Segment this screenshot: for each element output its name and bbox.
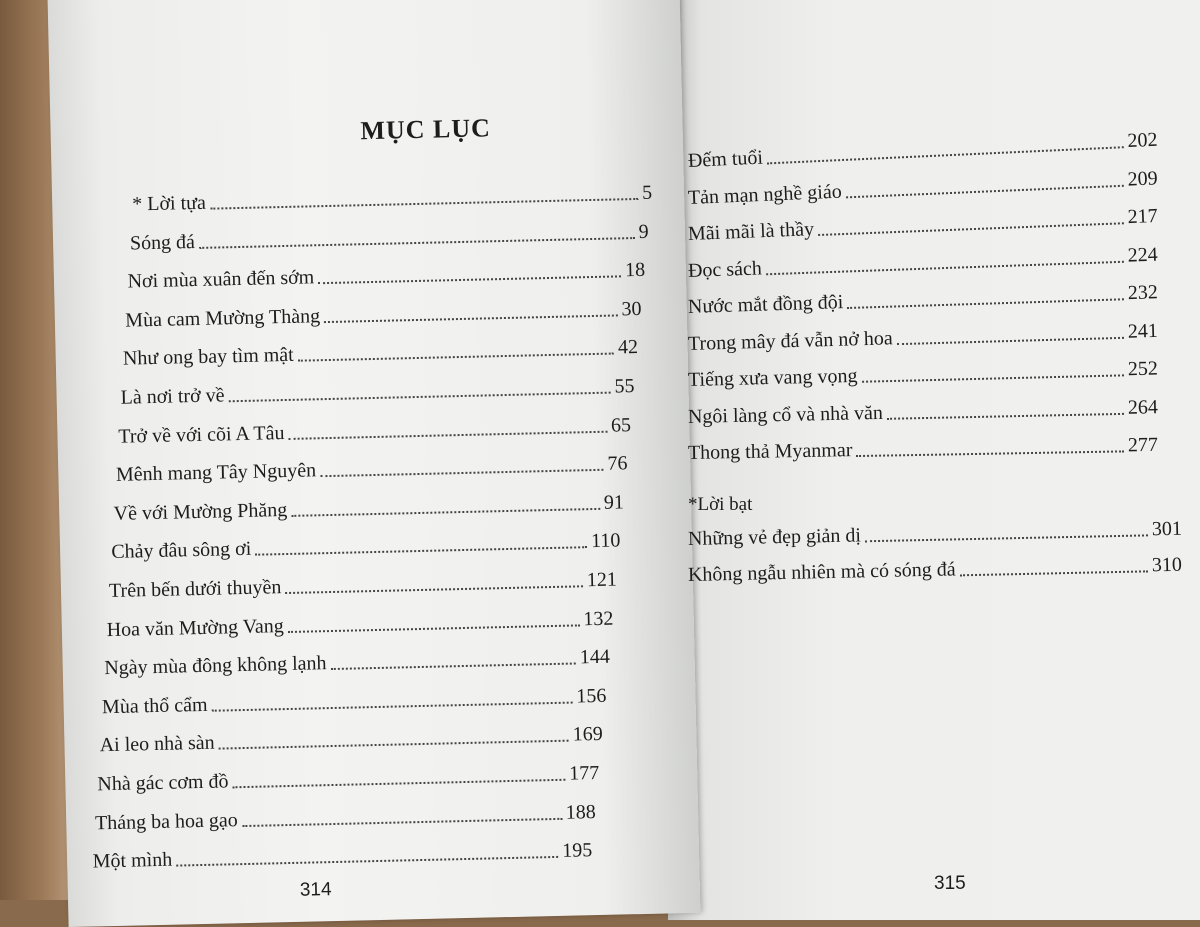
toc-entry-title: * Lời tựa [132, 191, 207, 216]
toc-entry-title: Nước mắt đồng đội [687, 291, 844, 318]
toc-entry-title: Trong mây đá vẫn nở hoa [687, 326, 894, 355]
toc-entry-title: Tản mạn nghề giáo [687, 180, 843, 209]
toc-entry-page-number: 91 [603, 491, 625, 514]
toc-entry-title: Mênh mang Tây Nguyên [115, 459, 317, 487]
toc-entry-title: Ngày mùa đông không lạnh [104, 652, 327, 680]
left-page [48, 0, 701, 927]
toc-entry-title: Chảy đâu sông ơi [111, 538, 252, 564]
toc-entry [92, 839, 592, 873]
toc-entry-page-number: 232 [1127, 281, 1159, 305]
dot-leader [219, 739, 569, 750]
toc-entry-title: Tháng ba hoa gạo [94, 808, 239, 835]
toc-entry-title: Mãi mãi là thầy [687, 218, 815, 245]
toc-entry [130, 220, 649, 255]
toc-entry-title: Là nơi trở về [120, 384, 225, 409]
toc-entry [99, 723, 603, 757]
dot-leader [856, 449, 1124, 457]
toc-entry-page-number: 30 [621, 297, 642, 321]
toc-entry-title: Nhà gác cơm đồ [97, 770, 229, 796]
dot-leader [210, 197, 638, 210]
toc-entry-title: Một mình [92, 848, 173, 873]
dot-leader [865, 533, 1148, 542]
toc-entry-title: Trên bến dưới thuyền [108, 576, 282, 603]
toc-entry-page-number: 277 [1127, 433, 1159, 457]
toc-entry-page-number: 264 [1127, 395, 1159, 419]
toc-entry-title: Không ngẫu nhiên mà có sóng đá [687, 558, 956, 586]
toc-entry-page-number: 110 [590, 529, 621, 553]
afterword-label: *Lời bạt [688, 494, 753, 515]
toc-entry-page-number: 301 [1151, 517, 1183, 541]
toc-entry [102, 685, 607, 719]
toc-entry-page-number: 5 [641, 181, 653, 204]
toc-entry-title: Sóng đá [129, 230, 196, 255]
dot-leader [176, 855, 558, 867]
toc-entry [95, 801, 596, 835]
toc-entry [97, 762, 599, 796]
toc-entry-page-number: 132 [583, 607, 614, 630]
toc-entry-page-number: 42 [617, 336, 639, 359]
toc-entry-page-number: 310 [1151, 553, 1183, 577]
toc-entry-title: Hoa văn Mường Vang [106, 614, 285, 641]
dot-leader [318, 275, 621, 285]
toc-entry-page-number: 169 [572, 723, 604, 746]
dot-leader [229, 391, 611, 403]
dot-leader [862, 373, 1124, 382]
toc-entry-page-number: 9 [638, 220, 649, 243]
toc-entry-title: Mùa thổ cẩm [101, 693, 208, 719]
toc-entry-page-number: 217 [1127, 204, 1159, 229]
toc-entry-title: Tiếng xưa vang vọng [687, 364, 858, 391]
dot-leader [298, 352, 614, 362]
toc-entry [125, 298, 642, 333]
toc-entry-title: Đọc sách [687, 256, 763, 282]
toc-entry-title: Mùa cam Mường Thàng [125, 304, 321, 332]
toc-entry [106, 607, 613, 641]
toc-entry-title: Nơi mùa xuân đến sớm [127, 266, 315, 293]
toc-entry-page-number: 241 [1127, 319, 1159, 343]
page-number-left: 314 [299, 879, 332, 901]
toc-entry-title: Như ong bay tìm mật [122, 344, 294, 371]
toc-entry [127, 259, 645, 294]
toc-entry [113, 491, 624, 526]
dot-leader [897, 335, 1124, 344]
toc-entry-title: Ngôi làng cổ và nhà văn [687, 401, 884, 428]
toc-entry [118, 414, 631, 449]
toc-entry [111, 530, 621, 565]
toc-entry-page-number: 252 [1127, 357, 1159, 381]
page-number-right: 315 [934, 873, 966, 894]
toc-entry [109, 569, 617, 604]
dot-leader [289, 429, 608, 439]
dot-leader [320, 468, 603, 477]
toc-entry-page-number: 209 [1127, 166, 1159, 191]
dot-leader [291, 507, 600, 517]
toc-entry-page-number: 188 [565, 800, 596, 824]
toc-entry-title: Ai leo nhà sàn [99, 732, 215, 757]
dot-leader [212, 700, 573, 711]
toc-entry [120, 375, 634, 410]
toc-entry-page-number: 55 [614, 375, 635, 398]
toc-entry-title: Đếm tuổi [687, 146, 764, 172]
toc-entry-page-number: 76 [607, 452, 628, 475]
dot-leader [242, 816, 562, 826]
dot-leader [199, 236, 635, 249]
dot-leader [255, 546, 587, 557]
toc-entry-page-number: 144 [579, 645, 611, 669]
dot-leader [887, 411, 1124, 419]
dot-leader [331, 662, 576, 671]
toc-entry [123, 336, 639, 371]
toc-entry [104, 646, 610, 680]
dot-leader [324, 313, 617, 323]
toc-entry [132, 182, 652, 217]
toc-entry-title: Về với Mường Phăng [113, 498, 288, 525]
toc-entry [116, 452, 628, 487]
toc-entry-title: Những vẻ đẹp giản dị [687, 524, 862, 550]
dot-leader [285, 584, 583, 594]
toc-entry-page-number: 195 [561, 839, 593, 863]
toc-entry-title: Thong thả Myanmar [687, 439, 853, 464]
dot-leader [288, 623, 580, 633]
toc-entry-page-number: 177 [569, 761, 600, 785]
toc-heading: MỤC LỤC [360, 113, 492, 146]
toc-entry-page-number: 65 [610, 413, 632, 437]
toc-entry-page-number: 224 [1127, 243, 1159, 267]
toc-entry-title: Trở về với cõi A Tâu [118, 421, 285, 448]
toc-entry-page-number: 18 [624, 258, 646, 282]
dot-leader [960, 569, 1148, 576]
toc-entry-page-number: 121 [586, 568, 618, 592]
toc-entry-page-number: 156 [576, 684, 607, 708]
dot-leader [233, 778, 566, 789]
toc-entry-page-number: 202 [1127, 128, 1158, 153]
